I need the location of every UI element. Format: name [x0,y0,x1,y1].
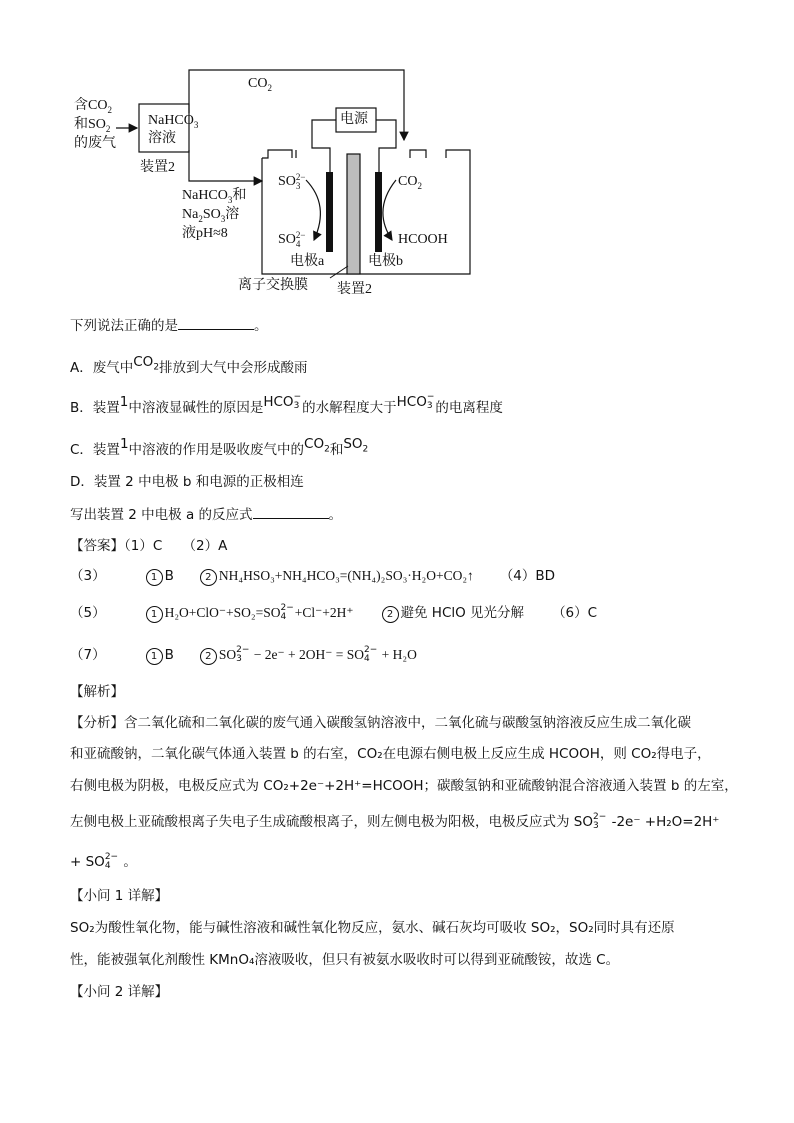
sub1-heading: 【小问 1 详解】 [70,888,169,904]
co2-right-label: $CO_2$ [398,174,422,191]
electrode-a-label: 电极a [290,254,325,269]
option-d: D．装置 2 中电极 b 和电源的正极相连 [70,474,304,490]
analysis-heading: 【解析】 [70,684,124,700]
sulfate-label: SO 2− 4 [278,230,306,249]
nahco3-box-label: NaHCO$_3$ [148,113,199,130]
mix-solution-label: NaHCO$_3$和 [182,188,247,205]
solution-pipe [189,150,262,181]
hcooh-label: HCOOH [398,232,448,247]
analysis-line: 【分析】含二氧化硫和二氧化碳的废气通入碳酸氢钠溶液中，二氧化硫与碳酸氢钠溶液反应生成二氧化碳 [70,715,691,731]
ion-exchange-membrane [347,154,360,274]
electrode-a [326,172,333,252]
analysis-line: 左侧电极上亚硫酸根离子失电子生成硫酸根离子，则左侧电极为阳极，电极反应式为 SO 2− 3 -2e⁻ +H₂O=2H⁺ [70,812,720,831]
sulfite-label: SO 2− 3 [278,172,306,191]
wire-right [376,120,396,172]
question-prompt: 下列说法正确的是 。 [70,318,268,334]
electrode-b-label: 电极b [368,254,403,269]
waste-gas-label: 含$CO_2$ [74,98,112,115]
answer-q5: （5） 1 H₂O+ClO⁻+SO₂=SO 2− 4 +Cl⁻+2H⁺ 2 避免 HClO 见光分解 （6）C [70,603,598,622]
anode-reaction-arrow [306,180,320,240]
sub1-line: 性，能被强氧化剂酸性 KMnO₄溶液吸收，但只有被氨水吸收时可以得到亚硫酸铵，故选 C。 [70,952,620,968]
answer-q3: （3） 1 B 2 NH₄HSO₃+NH₄HCO₃=(NH₄)₂SO₃·H₂O+CO₂↑ （4）BD [70,568,556,584]
analysis-line: 右侧电极为阴极，电极反应式为 CO₂+2e⁻+2H⁺=HCOOH；碳酸氢钠和亚硫酸钠混合溶液通入装置 b 的左室， [70,778,738,794]
write-prompt: 写出装置 2 中电极 a 的反应式 。 [70,507,343,523]
cathode-reaction-arrow [383,180,396,240]
option-b: B．装置1中溶液显碱性的原因是HCO − 3 的水解程度大于HCO − 3 的电离程度 [70,392,503,416]
power-source-label: 电源 [340,112,368,127]
answer-q7: （7） 1 B 2 SO 2− 3 − 2e⁻ + 2OH⁻ = SO 2− 4 + H₂O [70,645,417,664]
device2-bottom-label: 装置2 [337,282,372,297]
ion-membrane-label: 离子交换膜 [238,278,308,293]
co2-pipe [189,70,404,140]
option-a: A．废气中$CO_2$排放到大气中会形成酸雨 [70,354,308,376]
analysis-line: 和亚硫酸钠，二氧化碳气体通入装置 b 的右室，CO₂在电源右侧电极上反应生成 HCOOH，则 CO₂得电子， [70,746,711,762]
wire-left [312,120,336,172]
answer-heading: 【答案】（1）C （2）A [70,538,228,554]
device2-left-label: 装置2 [140,160,175,175]
sub1-line: SO₂为酸性氧化物，能与碱性溶液和碱性氧化物反应，氨水、碱石灰均可吸收 SO₂，SO₂同时具有还原 [70,920,675,936]
electrode-b [375,172,382,252]
co2-top-label: $CO_2$ [248,76,272,93]
analysis-line: + SO 2− 4 。 [70,852,137,871]
option-c: C．装置1中溶液的作用是吸收废气中的$CO_2$和$SO_2$ [70,436,369,458]
sub2-heading: 【小问 2 详解】 [70,984,169,1000]
